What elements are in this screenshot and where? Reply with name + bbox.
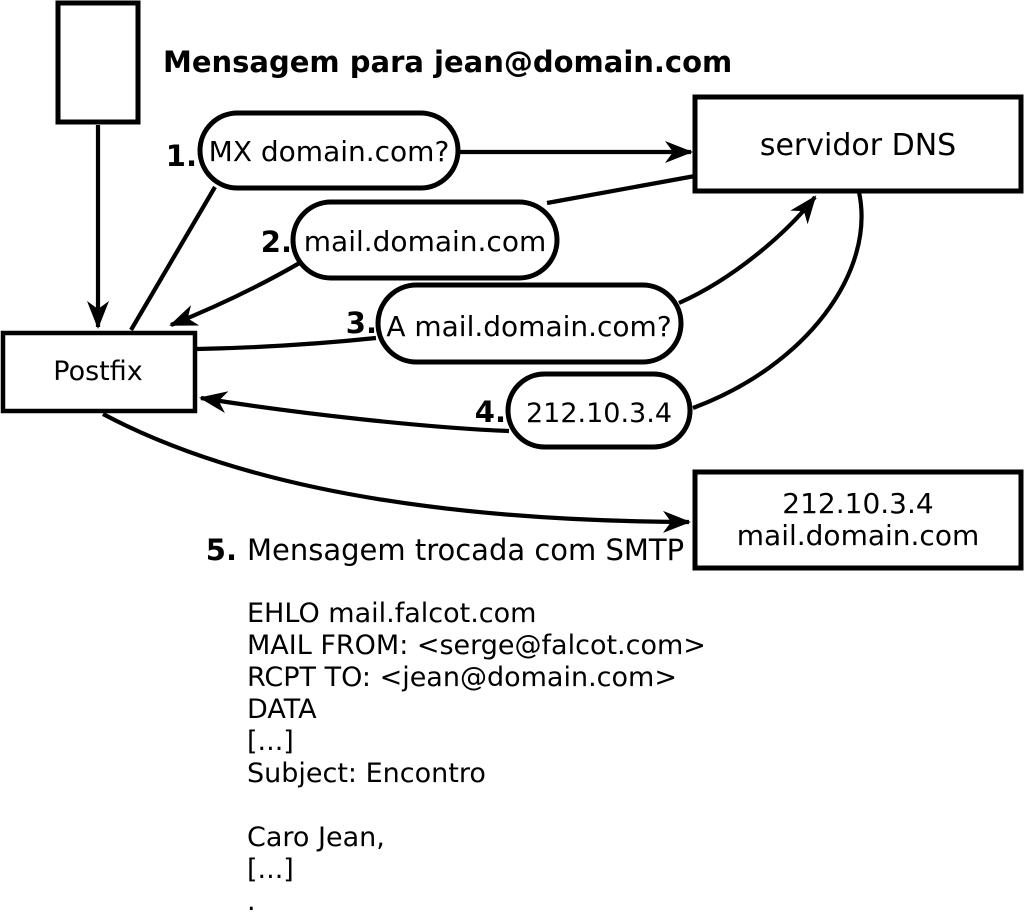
smtp-line: . — [247, 886, 256, 917]
step5-number: 5. — [205, 533, 237, 567]
sender-box — [58, 3, 138, 122]
line-dns-to-step2 — [547, 176, 695, 203]
smtp-line: Caro Jean, — [247, 822, 385, 853]
diagram-title: Mensagem para jean@domain.com — [163, 45, 733, 79]
smtp-line: [...] — [247, 854, 294, 885]
smtp-line: RCPT TO: <jean@domain.com> — [247, 662, 677, 693]
smtp-line: MAIL FROM: <serge@falcot.com> — [247, 630, 706, 661]
postfix-label: Postfix — [53, 356, 143, 387]
arrow-step3-to-dns — [679, 197, 815, 303]
arrow-step2-to-postfix — [171, 261, 303, 325]
line-postfix-to-step1 — [131, 187, 215, 330]
mail-server-hostname-label: mail.domain.com — [736, 519, 980, 552]
step3-number: 3. — [345, 306, 377, 340]
smtp-line: Subject: Encontro — [247, 758, 486, 789]
smtp-transcript — [247, 598, 706, 917]
step3-label: A mail.domain.com? — [386, 310, 672, 343]
step4-label: 212.10.3.4 — [526, 398, 672, 429]
step4-number: 4. — [474, 395, 506, 429]
smtp-line: [...] — [247, 726, 294, 757]
step2-number: 2. — [260, 225, 292, 259]
arrow-step4-to-postfix — [201, 398, 509, 431]
line-dns-to-step4 — [693, 192, 862, 408]
dns-server-label: servidor DNS — [759, 128, 957, 163]
smtp-line: DATA — [247, 694, 317, 725]
step1-number: 1. — [165, 139, 197, 173]
step5-label: Mensagem trocada com SMTP — [247, 533, 685, 567]
step2-label: mail.domain.com — [303, 225, 547, 258]
mail-server-ip-label: 212.10.3.4 — [782, 487, 934, 520]
smtp-line: EHLO mail.falcot.com — [247, 598, 537, 629]
step1-label: MX domain.com? — [208, 135, 450, 168]
